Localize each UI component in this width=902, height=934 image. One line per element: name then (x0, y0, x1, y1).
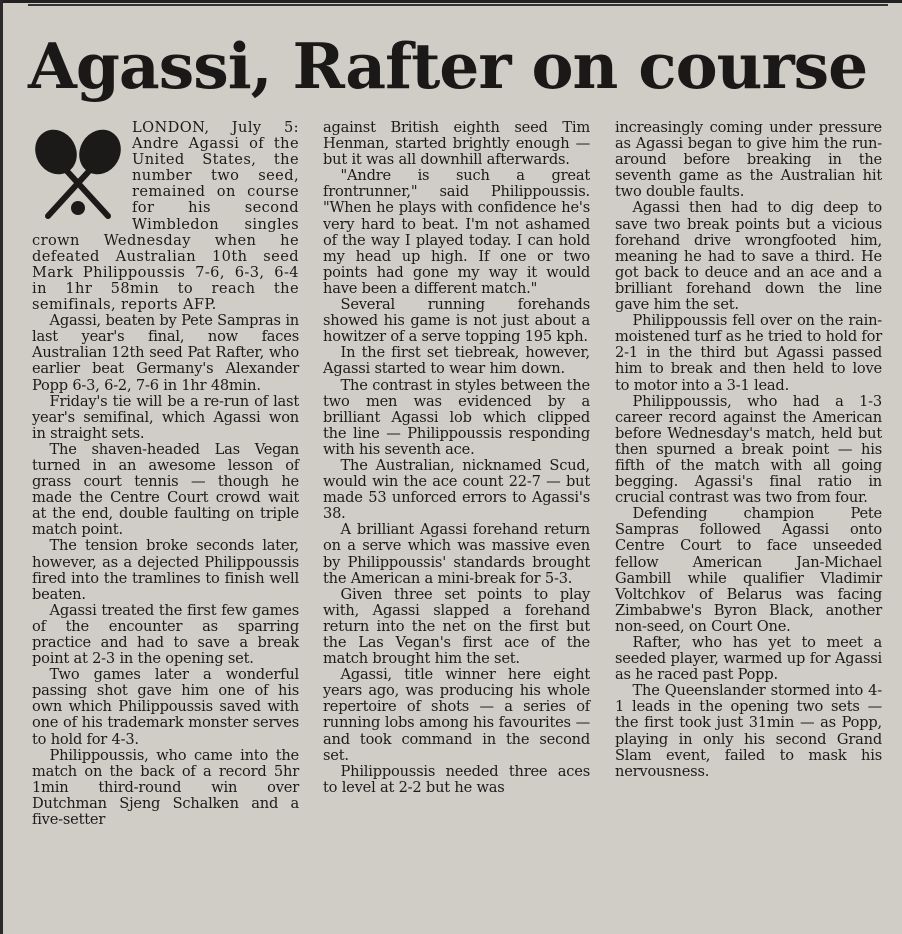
paragraph: Several running forehands showed his game is not just about a howitzer of a serve topping 195 kph. (323, 296, 590, 346)
paragraph: Two games later a wonderful passing shot gave him one of his own which Philippoussis saved with one of his trademark monster serves to hold for 4-3. (32, 666, 299, 748)
top-rule (0, 0, 902, 3)
article-column-2 (323, 120, 590, 796)
paragraph: increasingly coming under pressure as Agassi began to give him the run-around before breaking in the seventh game as the Australian hit two double faults. (615, 119, 882, 201)
article-column-3 (615, 120, 882, 780)
paragraph: Agassi, title winner here eight years ago, was producing his whole repertoire of shots — a series of running lobs among his favourites — and took command in the second set. (323, 666, 590, 764)
paragraph: In the first set tiebreak, however, Agassi started to wear him down. (323, 344, 590, 378)
article-column-1 (32, 120, 299, 828)
paragraph: Agassi treated the first few games of the encounter as sparring practice and had to save a break point at 2-3 in the opening set. (32, 601, 299, 668)
paragraph: Agassi, beaten by Pete Sampras in last year's final, now faces Australian 12th seed Pat Rafter, who earlier beat Germany's Alexander Popp 6-3, 6-2, 7-6 in 1hr 48min. (32, 312, 299, 394)
left-column-rule (0, 0, 3, 934)
paragraph: The Australian, nicknamed Scud, would win the ace count 22-7 — but made 53 unforced errors to Agassi's 38. (323, 456, 590, 523)
paragraph: Given three set points to play with, Agassi slapped a forehand return into the net on the first but the Las Vegan's first ace of the match brought him the set. (323, 585, 590, 668)
headline-rule (28, 4, 888, 6)
paragraph: against British eighth seed Tim Henman, started brightly enough — but it was all downhill afterwards. (323, 119, 590, 169)
paragraph: A brilliant Agassi forehand return on a serve which was massive even by Philippoussis' standards brought the American a mini-break for 5-3. (323, 521, 590, 587)
paragraph: The Queenslander stormed into 4-1 leads in the opening two sets — the first took just 31min — as Popp, playing in only his second Grand Slam event, failed to mask his nervousness. (615, 682, 882, 780)
paragraph: Philippoussis fell over on the rain-moistened turf as he tried to hold for 2-1 in the third but Agassi passed him to break and then held to love to motor into a 3-1 lead. (615, 312, 882, 394)
paragraph: Defending champion Pete Sampras followed Agassi onto Centre Court to face unseeded fellow American Jan-Michael Gambill while qualifier Vladimir Voltchkov of Belarus was facing Zimbabwe's Byron Black, another non-seed, on Court One. (615, 505, 882, 635)
paragraph: Agassi then had to dig deep to save two break points but a vicious forehand drive wrongfooted him, meaning he had to save a third. He got back to deuce and an ace and a brilliant forehand down the line gave him the set. (615, 199, 882, 314)
paragraph: Philippoussis needed three aces to level at 2-2 but he was (323, 762, 590, 796)
paragraph: The shaven-headed Las Vegan turned in an awesome lesson of grass court tennis — though he made the Centre Court crowd wait at the end, double faulting on triple match point. (32, 440, 299, 539)
headline: Agassi, Rafter on course (28, 29, 868, 103)
paragraph: Friday's tie will be a re-run of last year's semifinal, which Agassi won in straight sets. (32, 392, 299, 442)
paragraph: Philippoussis, who had a 1-3 career record against the American before Wednesday's match, held but then spurned a break point — his fifth of the match with all going begging. Agassi's final ratio in crucial contrast was two from four. (615, 392, 882, 507)
paragraph: Rafter, who has yet to meet a seeded player, warmed up for Agassi as he raced past Popp. (615, 634, 882, 684)
paragraph: Philippoussis, who came into the match on the back of a record 5hr 1min third-round win over Dutchman Sjeng Schalken and a five-setter (32, 746, 299, 829)
paragraph: The tension broke seconds later, however, as a dejected Philippoussis fired into the tramlines to finish well beaten. (32, 537, 299, 603)
crossed-tennis-rackets-icon (32, 126, 124, 224)
paragraph: "Andre is such a great frontrunner," said Philippoussis. "When he plays with confidence he's very hard to beat. I'm not ashamed of the way I played today. I can hold my head up high. If one or two points had gone my way it would have been a different match." (323, 167, 590, 297)
paragraph: The contrast in styles between the two men was evidenced by a brilliant Agassi lob which clipped the line — Philippoussis responding with his seventh ace. (323, 376, 590, 458)
paragraph: LONDON, July 5: Andre Agassi of the United States, the number two seed, remained on course for his second Wimbledon singles crown Wednesday when he defeated Australian 10th seed Mark Philippoussis 7-6, 6-3, 6-4 in 1hr 58min to reach the semifinals, reports AFP. (32, 119, 299, 314)
